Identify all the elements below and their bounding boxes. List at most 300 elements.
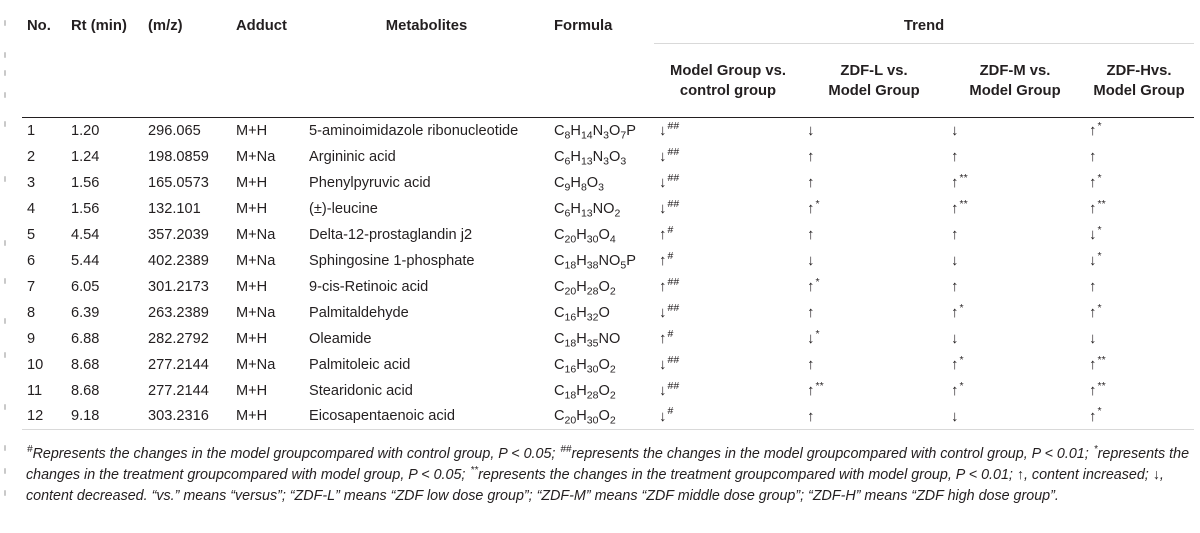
trend-header-line: ZDF-Hvs.	[1106, 62, 1172, 79]
cell-rt: 1.56	[71, 174, 100, 191]
cell-formula	[549, 274, 654, 300]
cell-metabolite: Phenylpyruvic acid	[309, 174, 431, 191]
arrow-up-icon: ↑	[807, 356, 815, 373]
arrow-up-icon: ↑	[659, 278, 667, 295]
formula-subscript: 2	[614, 207, 621, 220]
formula-element: H	[576, 356, 587, 373]
trend-header-line: Model Group vs.	[670, 62, 786, 79]
cell-metabolite: Eicosapentaenoic acid	[304, 404, 549, 430]
cell-formula	[549, 352, 654, 378]
table-row	[22, 326, 1194, 352]
cell-metabolite: Delta-12-prostaglandin j2	[309, 226, 473, 243]
trend-header-model-vs-control	[654, 44, 802, 118]
arrow-up-icon: ↑	[807, 148, 815, 165]
trend-header-line: ZDF-L vs.	[840, 62, 908, 79]
cell-rt: 6.05	[71, 278, 100, 295]
col-header-rt: Rt (min)	[71, 17, 127, 34]
trend-cell	[654, 326, 802, 352]
footnote-text: represents the changes in the model groupcompared with control group, P < 0.01;	[571, 446, 1093, 462]
formula-subscript: 2	[609, 363, 616, 376]
significance-mark: **	[959, 197, 968, 210]
arrow-down-icon: ↓	[659, 148, 667, 165]
cell-rt: 9.18	[66, 404, 143, 430]
arrow-up-icon: ↑	[951, 226, 959, 243]
formula-element: NO	[598, 252, 621, 269]
arrow-up-icon: ↑	[951, 174, 959, 191]
arrow-up-icon: ↑	[807, 278, 815, 295]
significance-mark: *	[959, 379, 964, 392]
formula-subscript: 4	[609, 233, 616, 246]
significance-mark: *	[1097, 301, 1102, 314]
table-row	[22, 118, 1194, 144]
cell-adduct: M+H	[236, 330, 268, 347]
cell-adduct: M+Na	[236, 226, 276, 243]
footnote-text: Represents the changes in the model groupcompared with control group, P < 0.05;	[32, 446, 560, 462]
cell-metabolite: Sphingosine 1-phosphate	[309, 252, 475, 269]
formula-subscript: 28	[586, 285, 599, 298]
arrow-down-icon: ↓	[659, 356, 667, 373]
formula-element: O	[586, 174, 599, 191]
arrow-up-icon: ↑	[807, 226, 815, 243]
cell-formula	[549, 300, 654, 326]
arrow-down-icon: ↓	[807, 122, 815, 140]
trend-cell	[1084, 222, 1194, 248]
cell-metabolite: Argininic acid	[309, 148, 396, 165]
trend-cell	[1084, 352, 1194, 378]
cell-rt: 1.20	[71, 122, 100, 139]
cell-rt: 8.68	[71, 382, 100, 399]
trend-cell	[1084, 404, 1194, 430]
cell-rt: 8.68	[71, 356, 100, 373]
arrow-up-icon: ↑	[951, 278, 959, 295]
formula-subscript: 3	[603, 129, 610, 142]
formula-element: H	[570, 174, 581, 191]
cell-mz: 282.2792	[148, 330, 209, 347]
formula-element: C	[554, 278, 565, 295]
formula-element: H	[570, 200, 581, 217]
cell-adduct: M+Na	[236, 252, 276, 269]
trend-cell	[946, 170, 1084, 196]
formula-element: NO	[592, 200, 615, 217]
formula-element: C	[554, 252, 565, 269]
table-row	[22, 222, 1194, 248]
cell-metabolite: Palmitaldehyde	[309, 304, 409, 321]
formula-element: O	[598, 408, 610, 425]
footnote-symbol: *	[1093, 444, 1098, 455]
footnote-symbol: ##	[560, 444, 572, 455]
formula-element: O	[598, 278, 610, 295]
col-header-mz: (m/z)	[148, 17, 183, 34]
arrow-up-icon: ↑	[807, 382, 815, 399]
significance-mark: #	[667, 249, 674, 262]
arrow-up-icon: ↑	[1089, 200, 1097, 217]
cell-metabolite: 9-cis-Retinoic acid	[309, 278, 429, 295]
formula-element: H	[576, 304, 587, 321]
significance-mark: **	[1097, 379, 1106, 392]
trend-cell	[946, 196, 1084, 222]
arrow-down-icon: ↓	[1089, 330, 1097, 347]
formula-element: C	[554, 382, 565, 399]
formula-subscript: 6	[564, 155, 571, 168]
formula-element: P	[626, 252, 636, 269]
arrow-down-icon: ↓	[807, 252, 815, 269]
significance-mark: *	[815, 197, 820, 210]
formula-subscript: 13	[580, 155, 593, 168]
trend-cell	[802, 196, 946, 222]
formula-subscript: 2	[609, 389, 616, 402]
cell-adduct: M+H	[236, 382, 268, 399]
formula-subscript: 30	[586, 363, 599, 376]
arrow-down-icon: ↓	[951, 407, 959, 425]
formula-subscript: 20	[564, 233, 577, 246]
trend-cell	[1084, 170, 1194, 196]
cell-adduct: M+Na	[236, 356, 276, 373]
significance-mark: **	[1097, 197, 1106, 210]
formula-element: C	[554, 330, 565, 347]
trend-cell	[946, 378, 1084, 404]
formula-element: O	[598, 382, 610, 399]
significance-mark: ##	[667, 301, 680, 314]
arrow-up-icon: ↑	[807, 174, 815, 191]
left-edge-decoration	[0, 0, 18, 533]
arrow-up-icon: ↑	[951, 304, 959, 321]
cell-formula	[549, 326, 654, 352]
cell-formula	[549, 170, 654, 196]
arrow-up-icon: ↑	[1089, 148, 1097, 165]
significance-mark: *	[959, 353, 964, 366]
formula-subscript: 2	[609, 285, 616, 298]
cell-rt: 5.44	[71, 252, 100, 269]
formula-subscript: 3	[603, 155, 610, 168]
trend-cell	[946, 222, 1084, 248]
cell-no: 3	[27, 174, 36, 191]
formula-subscript: 7	[620, 129, 627, 142]
trend-cell	[802, 300, 946, 326]
arrow-up-icon: ↑	[951, 148, 959, 165]
trend-cell	[946, 300, 1084, 326]
arrow-up-icon: ↑	[951, 382, 959, 399]
footnote-text: represents the changes in the treatment groupcompared with model group, P < 0.01; ↑, content increased; ↓, content decreased. “vs.” means “versus”; “ZDF-L” means “ZDF low dose group”; “ZDF-M” means “ZDF middle dose group”; “ZDF-H” means “ZDF high dose group”.	[26, 467, 1164, 504]
formula-element: H	[576, 226, 587, 243]
arrow-down-icon: ↓	[1089, 226, 1097, 243]
formula-element: C	[554, 148, 565, 165]
cell-adduct: M+Na	[236, 148, 276, 165]
trend-cell	[946, 326, 1084, 352]
formula-element: N	[592, 148, 604, 165]
significance-mark: *	[1097, 249, 1102, 262]
significance-mark: *	[815, 327, 820, 340]
formula-element: C	[554, 356, 565, 373]
cell-metabolite: Oleamide	[309, 330, 372, 347]
cell-mz: 132.101	[148, 200, 201, 217]
formula-subscript: 38	[586, 259, 599, 272]
formula-element: O	[609, 122, 621, 139]
arrow-down-icon: ↓	[951, 122, 959, 140]
trend-header-line: Model Group	[1093, 82, 1185, 99]
formula-element: NO	[598, 330, 621, 347]
cell-no: 11	[27, 382, 43, 399]
col-header-trend: Trend	[903, 17, 945, 34]
cell-mz: 277.2144	[148, 356, 209, 373]
arrow-up-icon: ↑	[807, 407, 815, 425]
trend-cell	[654, 196, 802, 222]
formula-subscript: 30	[586, 233, 599, 246]
significance-mark: ##	[667, 171, 680, 184]
cell-rt: 1.56	[71, 200, 100, 217]
arrow-up-icon: ↑	[951, 200, 959, 217]
trend-cell	[946, 352, 1084, 378]
arrow-down-icon: ↓	[1089, 252, 1097, 269]
cell-mz: 198.0859	[148, 148, 209, 165]
trend-cell	[802, 144, 946, 170]
trend-cell	[1084, 274, 1194, 300]
cell-adduct: M+H	[236, 122, 268, 139]
trend-cell	[946, 274, 1084, 300]
formula-element: H	[576, 408, 587, 425]
significance-mark: #	[667, 223, 674, 236]
trend-cell	[946, 118, 1084, 144]
trend-cell	[802, 222, 946, 248]
cell-formula	[549, 404, 654, 430]
trend-header-zdf-l	[802, 44, 946, 118]
formula-element: O	[598, 304, 610, 321]
trend-cell	[654, 274, 802, 300]
formula-element: H	[576, 382, 587, 399]
formula-element: C	[554, 122, 565, 139]
formula-element: O	[598, 356, 610, 373]
formula-subscript: 6	[564, 207, 571, 220]
footnote-symbol: #	[27, 444, 33, 455]
significance-mark: *	[1097, 119, 1102, 132]
cell-formula	[549, 248, 654, 274]
cell-no: 4	[27, 200, 36, 217]
trend-cell	[1084, 248, 1194, 274]
trend-cell	[654, 300, 802, 326]
table-footnote	[26, 444, 1194, 507]
trend-cell	[1084, 144, 1194, 170]
significance-mark: ##	[667, 275, 680, 288]
significance-mark: *	[1097, 223, 1102, 236]
cell-no: 1	[27, 122, 36, 139]
trend-header-zdf-m	[946, 44, 1084, 118]
cell-mz: 263.2389	[148, 304, 209, 321]
arrow-down-icon: ↓	[659, 174, 667, 191]
trend-header-line: ZDF-M vs.	[979, 62, 1051, 79]
trend-cell	[802, 248, 946, 274]
formula-element: O	[598, 226, 610, 243]
cell-no: 8	[27, 304, 36, 321]
arrow-up-icon: ↑	[807, 304, 815, 321]
formula-subscript: 18	[564, 259, 577, 272]
cell-mz: 277.2144	[148, 382, 209, 399]
table-row	[22, 378, 1194, 404]
formula-element: H	[576, 252, 587, 269]
trend-cell	[654, 144, 802, 170]
arrow-down-icon: ↓	[951, 330, 959, 347]
cell-metabolite: 5-aminoimidazole ribonucleotide	[309, 122, 519, 139]
formula-subscript: 28	[586, 389, 599, 402]
formula-element: O	[609, 148, 621, 165]
formula-element: C	[554, 226, 565, 243]
significance-mark: #	[667, 405, 674, 418]
significance-mark: **	[1097, 353, 1106, 366]
arrow-up-icon: ↑	[1089, 407, 1097, 425]
trend-cell	[802, 352, 946, 378]
formula-subscript: 5	[620, 259, 627, 272]
cell-no: 10	[27, 356, 44, 373]
header-spacer	[22, 44, 654, 118]
cell-mz: 402.2389	[148, 252, 209, 269]
formula-subscript: 3	[598, 181, 604, 194]
cell-rt: 4.54	[71, 226, 100, 243]
arrow-up-icon: ↑	[1089, 174, 1097, 191]
arrow-up-icon: ↑	[1089, 382, 1097, 399]
formula-element: C	[554, 304, 565, 321]
formula-subscript: 16	[564, 363, 577, 376]
formula-subscript: 30	[586, 414, 599, 427]
formula-element: C	[554, 200, 565, 217]
formula-element: H	[570, 122, 581, 139]
arrow-up-icon: ↑	[1089, 278, 1097, 295]
cell-metabolite: Stearidonic acid	[309, 382, 413, 399]
significance-mark: ##	[667, 379, 680, 392]
significance-mark: *	[959, 301, 964, 314]
significance-mark: **	[959, 171, 968, 184]
cell-no: 2	[27, 148, 36, 165]
footnote-symbol: **	[470, 465, 479, 476]
trend-cell	[802, 404, 946, 430]
formula-subscript: 20	[564, 285, 577, 298]
trend-cell	[1084, 300, 1194, 326]
cell-metabolite: (±)-leucine	[309, 200, 378, 217]
cell-formula	[549, 378, 654, 404]
significance-mark: ##	[667, 145, 680, 158]
cell-adduct: M+H	[236, 278, 268, 295]
header-row	[22, 8, 1194, 44]
significance-mark: *	[1097, 171, 1102, 184]
cell-mz: 296.065	[148, 122, 201, 139]
formula-element: C	[554, 408, 565, 425]
trend-cell	[654, 222, 802, 248]
formula-subscript: 35	[586, 337, 599, 350]
trend-cell	[1084, 196, 1194, 222]
trend-cell	[802, 378, 946, 404]
cell-mz: 301.2173	[148, 278, 209, 295]
arrow-up-icon: ↑	[1089, 122, 1097, 140]
cell-mz: 357.2039	[148, 226, 209, 243]
formula-subscript: 8	[564, 129, 571, 142]
formula-element: P	[626, 122, 636, 139]
formula-element: N	[592, 122, 604, 139]
cell-mz: 303.2316	[143, 404, 231, 430]
formula-subscript: 14	[580, 129, 593, 142]
formula-subscript: 13	[580, 207, 593, 220]
cell-no: 7	[27, 278, 36, 295]
formula-subscript: 3	[620, 155, 627, 168]
significance-mark: ##	[667, 353, 680, 366]
col-header-metabolites: Metabolites	[385, 17, 468, 34]
table-row	[22, 300, 1194, 326]
trend-cell	[1084, 326, 1194, 352]
formula-subscript: 20	[564, 414, 577, 427]
trend-header-line: Model Group	[969, 82, 1061, 99]
trend-header-zdf-h	[1084, 44, 1194, 118]
significance-mark: *	[815, 275, 820, 288]
formula-subscript: 8	[580, 181, 587, 194]
cell-adduct: M+H	[231, 404, 304, 430]
significance-mark: ##	[667, 197, 680, 210]
arrow-up-icon: ↑	[1089, 356, 1097, 373]
col-header-formula: Formula	[554, 17, 613, 34]
formula-subscript: 16	[564, 311, 577, 324]
cell-adduct: M+H	[236, 200, 268, 217]
cell-rt: 6.88	[71, 330, 100, 347]
trend-cell	[1084, 378, 1194, 404]
table-row	[22, 352, 1194, 378]
arrow-down-icon: ↓	[659, 407, 667, 425]
trend-header-line: control group	[679, 82, 777, 99]
trend-cell	[654, 170, 802, 196]
trend-cell	[946, 144, 1084, 170]
table-row	[22, 404, 1194, 430]
metabolites-table	[22, 8, 1194, 430]
arrow-up-icon: ↑	[659, 252, 667, 269]
arrow-down-icon: ↓	[807, 330, 815, 347]
trend-cell	[946, 404, 1084, 430]
significance-mark: #	[667, 327, 674, 340]
table-row	[22, 170, 1194, 196]
cell-formula	[549, 196, 654, 222]
cell-no: 6	[27, 252, 36, 269]
formula-subscript: 9	[564, 181, 571, 194]
cell-metabolite: Palmitoleic acid	[309, 356, 411, 373]
trend-header-line: Model Group	[828, 82, 920, 99]
col-header-adduct: Adduct	[236, 17, 287, 34]
trend-cell	[802, 170, 946, 196]
arrow-up-icon: ↑	[1089, 304, 1097, 321]
cell-no: 12	[22, 404, 66, 430]
formula-element: C	[554, 174, 565, 191]
cell-formula	[549, 144, 654, 170]
trend-cell	[1084, 118, 1194, 144]
cell-mz: 165.0573	[148, 174, 209, 191]
significance-mark: **	[815, 379, 824, 392]
formula-element: H	[576, 330, 587, 347]
cell-no: 5	[27, 226, 36, 243]
formula-subscript: 32	[586, 311, 599, 324]
table-row	[22, 248, 1194, 274]
cell-rt: 6.39	[71, 304, 100, 321]
trend-cell	[654, 378, 802, 404]
arrow-up-icon: ↑	[951, 356, 959, 373]
trend-cell	[654, 248, 802, 274]
arrow-up-icon: ↑	[659, 330, 667, 347]
arrow-down-icon: ↓	[659, 304, 667, 321]
cell-no: 9	[27, 330, 36, 347]
trend-subheader-row	[22, 44, 1194, 118]
trend-cell	[802, 274, 946, 300]
arrow-down-icon: ↓	[659, 122, 667, 140]
formula-element: H	[570, 148, 581, 165]
cell-adduct: M+H	[236, 174, 268, 191]
significance-mark: ##	[667, 119, 680, 132]
col-header-no: No.	[27, 17, 51, 34]
cell-adduct: M+Na	[236, 304, 276, 321]
formula-subscript: 18	[564, 337, 577, 350]
formula-element: H	[576, 278, 587, 295]
trend-cell	[654, 118, 802, 144]
table-body	[22, 118, 1194, 430]
